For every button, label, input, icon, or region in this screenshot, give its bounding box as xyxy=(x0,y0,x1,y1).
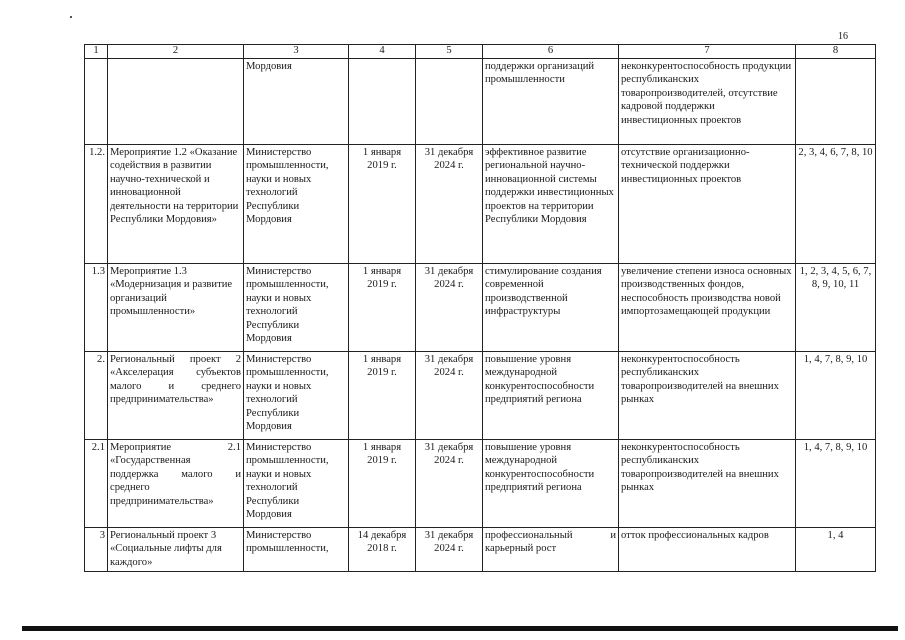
executor: Мордовия xyxy=(244,59,349,145)
measure-name: Мероприятие 2.1 «Государственная поддержка малого и среднего предпринимательства» xyxy=(108,440,244,528)
measure-name: Региональный проект 2 «Акселерация субъектов малого и среднего предпринимательства» xyxy=(108,352,244,440)
measure-name xyxy=(108,59,244,145)
measure-name: Мероприятие 1.3 «Модернизация и развитие организаций промышленности» xyxy=(108,264,244,352)
expected-result: поддержки организаций промышленности xyxy=(483,59,619,145)
expected-result: стимулирование создания современной производственной инфраструктуры xyxy=(483,264,619,352)
table-row xyxy=(85,528,876,572)
end-date: 31 декабря 2024 г. xyxy=(416,440,483,528)
start-date xyxy=(349,59,416,145)
consequences: увеличение степени износа основных производственных фондов, неспособность производства новой импортозамещающей продукции xyxy=(619,264,796,352)
expected-result: повышение уровня международной конкурентоспособности предприятий региона xyxy=(483,440,619,528)
start-date: 1 января 2019 г. xyxy=(349,352,416,440)
header-cell: 5 xyxy=(416,45,483,59)
measure-name: Региональный проект 3 «Социальные лифты для каждого» xyxy=(108,528,244,572)
header-cell: 4 xyxy=(349,45,416,59)
page-number: 16 xyxy=(838,31,848,42)
row-number: 1.2. xyxy=(85,145,108,264)
row-number: 2. xyxy=(85,352,108,440)
row-number: 3 xyxy=(85,528,108,572)
header-cell: 7 xyxy=(619,45,796,59)
end-date xyxy=(416,59,483,145)
expected-result: повышение уровня международной конкурентоспособности предприятий региона xyxy=(483,352,619,440)
measure-name: Мероприятие 1.2 «Оказание содействия в развитии научно-технической и инновационной деятельности на территории Республики Мордовия» xyxy=(108,145,244,264)
indicators: 1, 2, 3, 4, 5, 6, 7, 8, 9, 10, 11 xyxy=(796,264,876,352)
consequences: неконкурентоспособность республиканских товаропроизводителей на внешних рынках xyxy=(619,352,796,440)
indicators: 1, 4 xyxy=(796,528,876,572)
header-cell: 2 xyxy=(108,45,244,59)
indicators: 1, 4, 7, 8, 9, 10 xyxy=(796,352,876,440)
indicators: 2, 3, 4, 6, 7, 8, 10 xyxy=(796,145,876,264)
start-date: 1 января 2019 г. xyxy=(349,264,416,352)
table-row xyxy=(85,440,876,528)
start-date: 1 января 2019 г. xyxy=(349,145,416,264)
program-measures-table xyxy=(84,44,876,572)
header-row xyxy=(85,45,876,59)
row-number xyxy=(85,59,108,145)
indicators: 1, 4, 7, 8, 9, 10 xyxy=(796,440,876,528)
header-cell: 8 xyxy=(796,45,876,59)
executor: Министерство промышленности, науки и новых технологий Республики Мордовия xyxy=(244,440,349,528)
row-number: 2.1 xyxy=(85,440,108,528)
start-date: 14 декабря 2018 г. xyxy=(349,528,416,572)
executor: Министерство промышленности, xyxy=(244,528,349,572)
consequences: отсутствие организационно-технической поддержки инвестиционных проектов xyxy=(619,145,796,264)
executor: Министерство промышленности, науки и новых технологий Республики Мордовия xyxy=(244,264,349,352)
consequences: неконкурентоспособность продукции республиканских товаропроизводителей, отсутствие кадровой поддержки инвестиционных проектов xyxy=(619,59,796,145)
end-date: 31 декабря 2024 г. xyxy=(416,528,483,572)
expected-result: эффективное развитие региональной научно-инновационной системы поддержки инвестиционных проектов на территории Республики Мордовия xyxy=(483,145,619,264)
header-cell: 3 xyxy=(244,45,349,59)
header-cell: 6 xyxy=(483,45,619,59)
row-number: 1.3 xyxy=(85,264,108,352)
consequences: отток профессиональных кадров xyxy=(619,528,796,572)
expected-result: профессиональный и карьерный рост xyxy=(483,528,619,572)
end-date: 31 декабря 2024 г. xyxy=(416,264,483,352)
table-row xyxy=(85,59,876,145)
table-row xyxy=(85,264,876,352)
executor: Министерство промышленности, науки и новых технологий Республики Мордовия xyxy=(244,145,349,264)
indicators xyxy=(796,59,876,145)
scan-speck xyxy=(70,16,72,18)
table-row xyxy=(85,145,876,264)
scan-edge-bar xyxy=(22,626,898,631)
table-row xyxy=(85,352,876,440)
header-cell: 1 xyxy=(85,45,108,59)
consequences: неконкурентоспособность республиканских товаропроизводителей на внешних рынках xyxy=(619,440,796,528)
start-date: 1 января 2019 г. xyxy=(349,440,416,528)
end-date: 31 декабря 2024 г. xyxy=(416,145,483,264)
executor: Министерство промышленности, науки и новых технологий Республики Мордовия xyxy=(244,352,349,440)
end-date: 31 декабря 2024 г. xyxy=(416,352,483,440)
